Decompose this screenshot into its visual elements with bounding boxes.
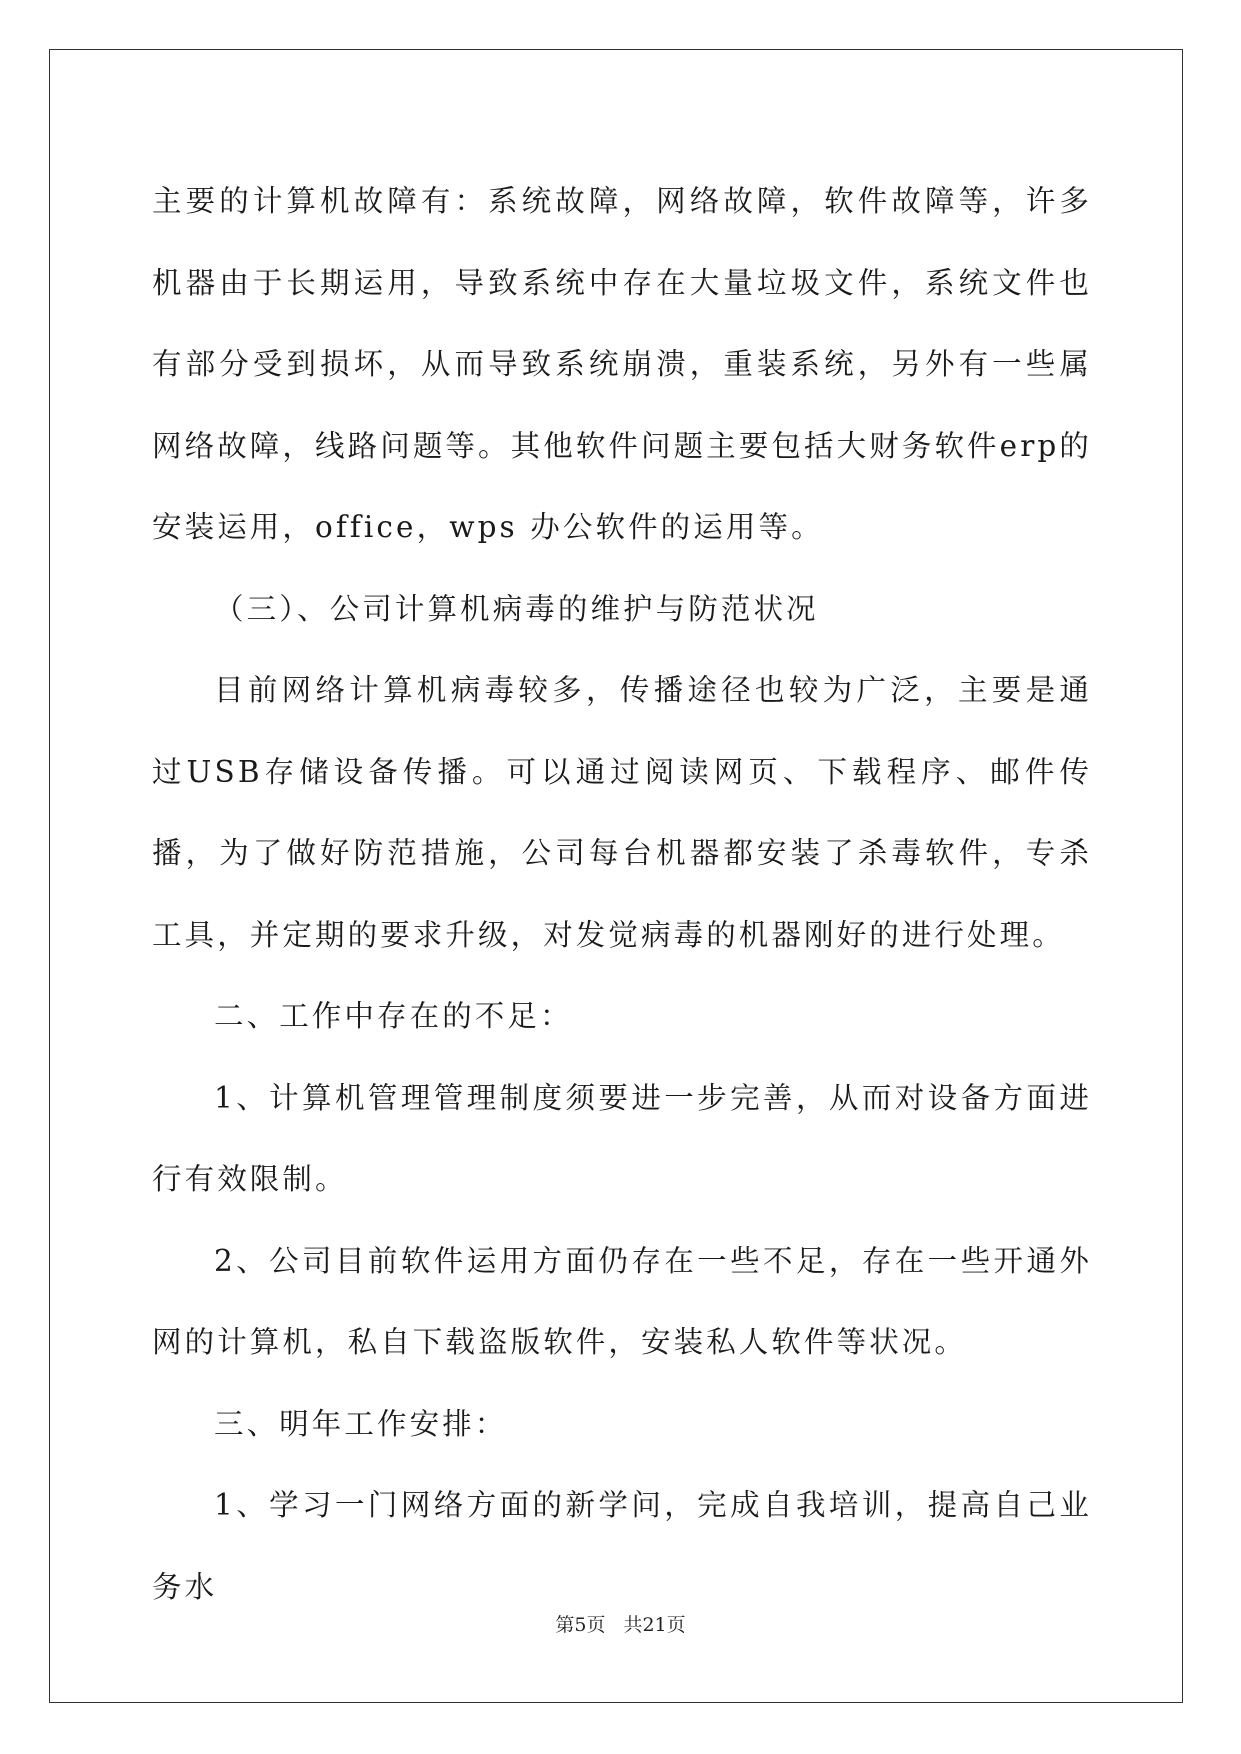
page-number: 第5页: [555, 1614, 606, 1636]
paragraph-virus: 目前网络计算机病毒较多，传播途径也较为广泛，主要是通过USB存储设备传播。可以通过阅读网页、下载程序、邮件传播，为了做好防范措施，公司每台机器都安装了杀毒软件，专杀工具，并定期的要求升级，对发觉病毒的机器刚好的进行处理。: [152, 673, 1092, 952]
list-item-shortcoming-2: 2、公司目前软件运用方面仍存在一些不足，存在一些开通外网的计算机，私自下载盗版软件，安装私人软件等状况。: [152, 1243, 1092, 1359]
document-body: [152, 161, 1092, 1628]
page-footer: [0, 1610, 1241, 1637]
section-heading-shortcomings: 二、工作中存在的不足：: [214, 999, 573, 1033]
list-item-shortcoming-1: 1、计算机管理管理制度须要进一步完善，从而对设备方面进行有效限制。: [152, 1080, 1092, 1196]
section-heading-virus: （三）、公司计算机病毒的维护与防范状况: [214, 591, 819, 626]
section-heading-next-year: 三、明年工作安排：: [214, 1406, 508, 1441]
list-item-plan-1: 1、学习一门网络方面的新学问，完成自我培训，提高自己业务水: [152, 1488, 1092, 1604]
paragraph-faults: 主要的计算机故障有：系统故障，网络故障，软件故障等，许多机器由于长期运用，导致系统中存在大量垃圾文件，系统文件也有部分受到损坏，从而导致系统崩溃，重装系统，另外有一些属网络故障，线路问题等。其他软件问题主要包括大财务软件erp的安装运用，office，wps 办公软件的运用等。: [152, 184, 1092, 544]
page-total: 共21页: [623, 1614, 686, 1636]
